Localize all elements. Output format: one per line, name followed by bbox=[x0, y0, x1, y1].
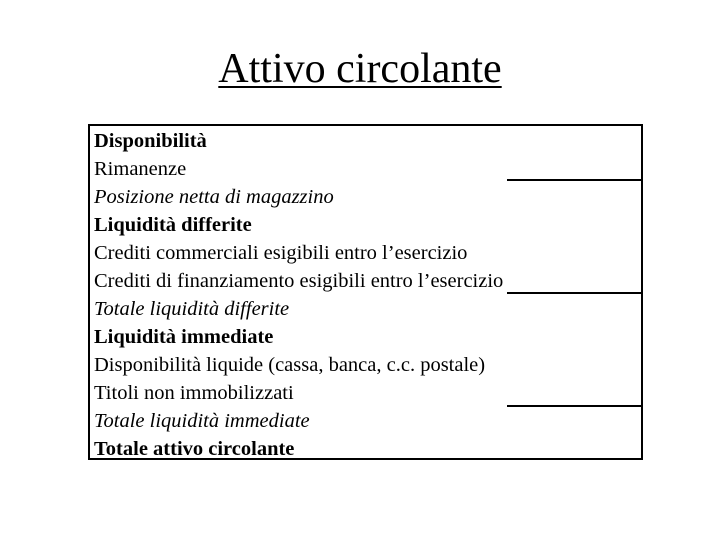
table-row: Totale liquidità differite bbox=[94, 298, 290, 320]
table-row: Disponibilità bbox=[94, 130, 207, 152]
current-assets-table bbox=[88, 124, 643, 460]
subtotal-rule bbox=[507, 405, 643, 407]
table-row: Totale liquidità immediate bbox=[94, 410, 310, 432]
table-row: Posizione netta di magazzino bbox=[94, 186, 334, 208]
table-row: Liquidità immediate bbox=[94, 326, 274, 348]
slide-title-text: Attivo circolante bbox=[218, 46, 502, 92]
subtotal-rule bbox=[507, 292, 643, 294]
table-row: Titoli non immobilizzati bbox=[94, 382, 294, 404]
table-row: Crediti commerciali esigibili entro l’esercizio bbox=[94, 242, 468, 264]
table-rows bbox=[94, 127, 503, 463]
table-row: Liquidità differite bbox=[94, 214, 252, 236]
slide-title bbox=[0, 44, 720, 94]
table-row: Totale attivo circolante bbox=[94, 438, 295, 460]
table-row: Disponibilità liquide (cassa, banca, c.c. postale) bbox=[94, 354, 486, 376]
subtotal-rule bbox=[507, 179, 643, 181]
table-row: Crediti di finanziamento esigibili entro l’esercizio bbox=[94, 270, 504, 292]
table-row: Rimanenze bbox=[94, 158, 187, 180]
